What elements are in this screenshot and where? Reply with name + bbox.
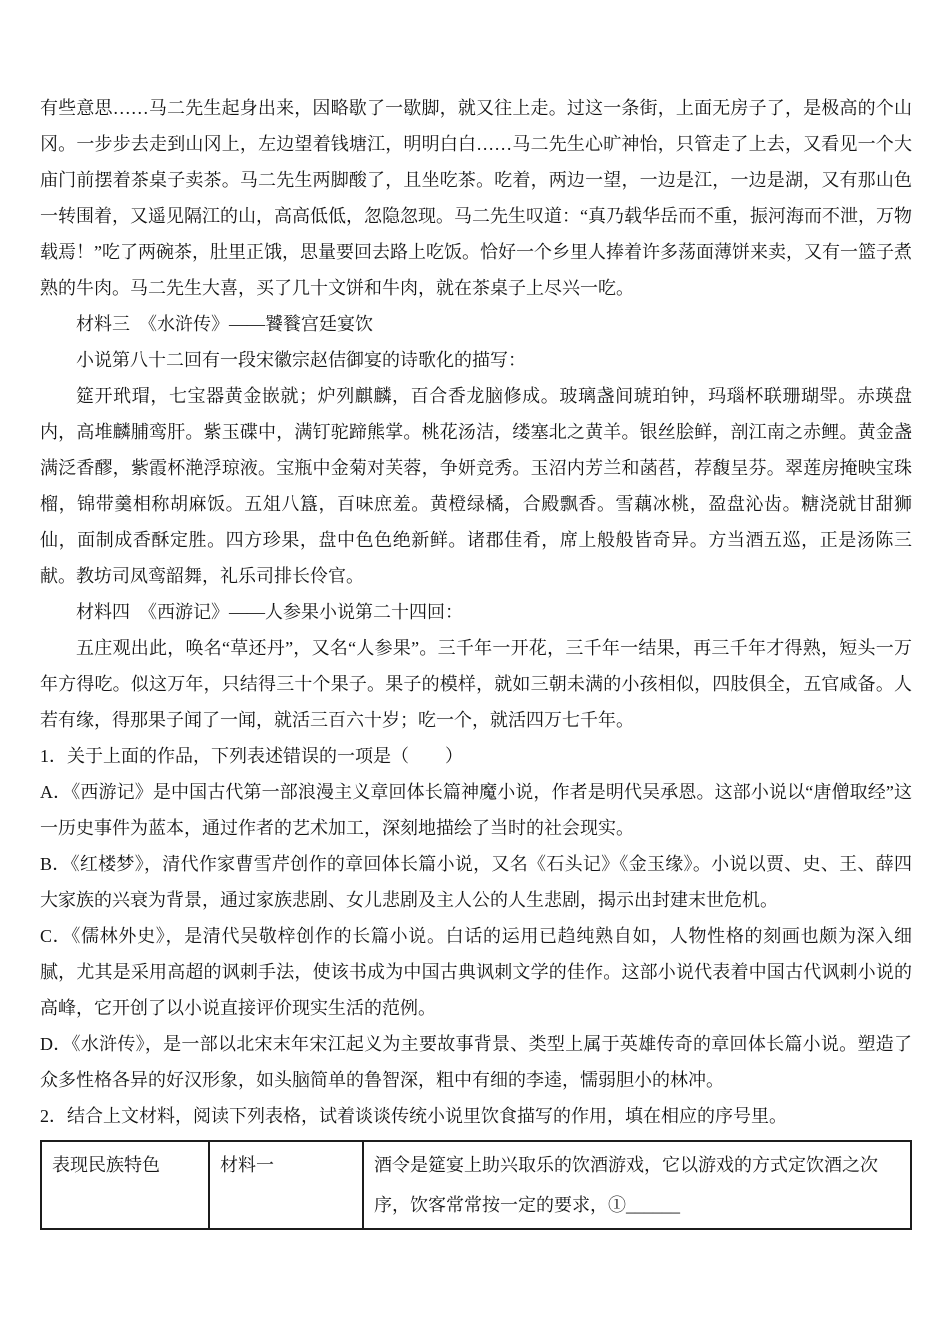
question-1-option-a: A．《西游记》是中国古代第一部浪漫主义章回体长篇神魔小说，作者是明代吴承恩。这部小说以“唐僧取经”这一历史事件为蓝本，通过作者的艺术加工，深刻地描绘了当时的社会现实。 [40,782,912,838]
question-2: 2．结合上文材料，阅读下列表格，试着谈谈传统小说里饮食描写的作用，填在相应的序号里。 [40,1106,787,1126]
table-cell-description: 酒令是筵宴上助兴取乐的饮酒游戏，它以游戏的方式定饮酒之次序，饮客常常按一定的要求，①______ [363,1141,911,1229]
material-3-intro: 小说第八十二回有一段宋徽宗赵佶御宴的诗歌化的描写： [76,350,526,370]
material-3-heading: 材料三 《水浒传》——饕餮宫廷宴饮 [76,314,373,334]
table-cell-feature: 表现民族特色 [41,1141,209,1229]
table-cell-material: 材料一 [209,1141,363,1229]
question-1: 1．关于上面的作品，下列表述错误的一项是（ ） [40,746,463,766]
rulin-waishi-excerpt-paragraph: 有些意思……马二先生起身出来，因略歇了一歇脚，就又往上走。过这一条街，上面无房子了，是极高的个山冈。一步步去走到山冈上，左边望着钱塘江，明明白白……马二先生心旷神怡，只管走了上去，又看见一个大庙门前摆着茶桌子卖茶。马二先生两脚酸了，且坐吃茶。吃着，两边一望，一边是江，一边是湖，又有那山色一转围着，又遥见隔江的山，高高低低，忽隐忽现。马二先生叹道：“真乃载华岳而不重，振河海而不泄，万物载焉！”吃了两碗茶，肚里正饿，思量要回去路上吃饭。恰好一个乡里人捧着许多荡面薄饼来卖，又有一篮子煮熟的牛肉。马二先生大喜，买了几十文饼和牛肉，就在茶桌子上尽兴一吃。 [40,98,912,298]
material-4-heading: 材料四 《西游记》——人参果小说第二十四回： [76,602,463,622]
table-row [41,1141,911,1229]
question-2-table [40,1140,912,1230]
question-1-option-b: B．《红楼梦》，清代作家曹雪芹创作的章回体长篇小说，又名《石头记》《金玉缘》。小说以贾、史、王、薛四大家族的兴衰为背景，通过家族悲剧、女儿悲剧及主人公的人生悲剧，揭示出封建末世危机。 [40,854,912,910]
material-4-excerpt: 五庄观出此，唤名“草还丹”，又名“人参果”。三千年一开花，三千年一结果，再三千年才得熟，短头一万年方得吃。似这万年，只结得三十个果子。果子的模样，就如三朝未满的小孩相似，四肢俱全，五官咸备。人若有缘，得那果子闻了一闻，就活三百六十岁；吃一个，就活四万七千年。 [40,638,912,730]
material-3-poem: 筵开玳瑁，七宝器黄金嵌就；炉列麒麟，百合香龙脑修成。玻璃盏间琥珀钟，玛瑙杯联珊瑚斝。赤瑛盘内，高堆麟脯鸾肝。紫玉碟中，满钉驼蹄熊掌。桃花汤洁，缕塞北之黄羊。银丝脍鲜，剖江南之赤鲤。黄金盏满泛香醪，紫霞杯滟浮琼液。宝瓶中金菊对芙蓉，争妍竞秀。玉沼内芳兰和菡萏，荐馥呈芬。翠莲房掩映宝珠榴，锦带羹相称胡麻饭。五俎八簋，百味庶羞。黄橙绿橘，合殿飘香。雪藕冰桃，盈盘沁齿。糖浇就甘甜狮仙，面制成香酥定胜。四方珍果，盘中色色绝新鲜。诸郡佳肴，席上般般皆奇异。方当酒五巡，正是汤陈三献。教坊司凤鸾韶舞，礼乐司排长伶官。 [40,386,912,586]
question-1-option-d: D．《水浒传》，是一部以北宋末年宋江起义为主要故事背景、类型上属于英雄传奇的章回体长篇小说。塑造了众多性格各异的好汉形象，如头脑简单的鲁智深，粗中有细的李逵，懦弱胆小的林冲。 [40,1034,912,1090]
question-1-option-c: C．《儒林外史》，是清代吴敬梓创作的长篇小说。白话的运用已趋纯熟自如，人物性格的刻画也颇为深入细腻，尤其是采用高超的讽刺手法，使该书成为中国古典讽刺文学的佳作。这部小说代表着中国古代讽刺小说的高峰，它开创了以小说直接评价现实生活的范例。 [40,926,912,1018]
